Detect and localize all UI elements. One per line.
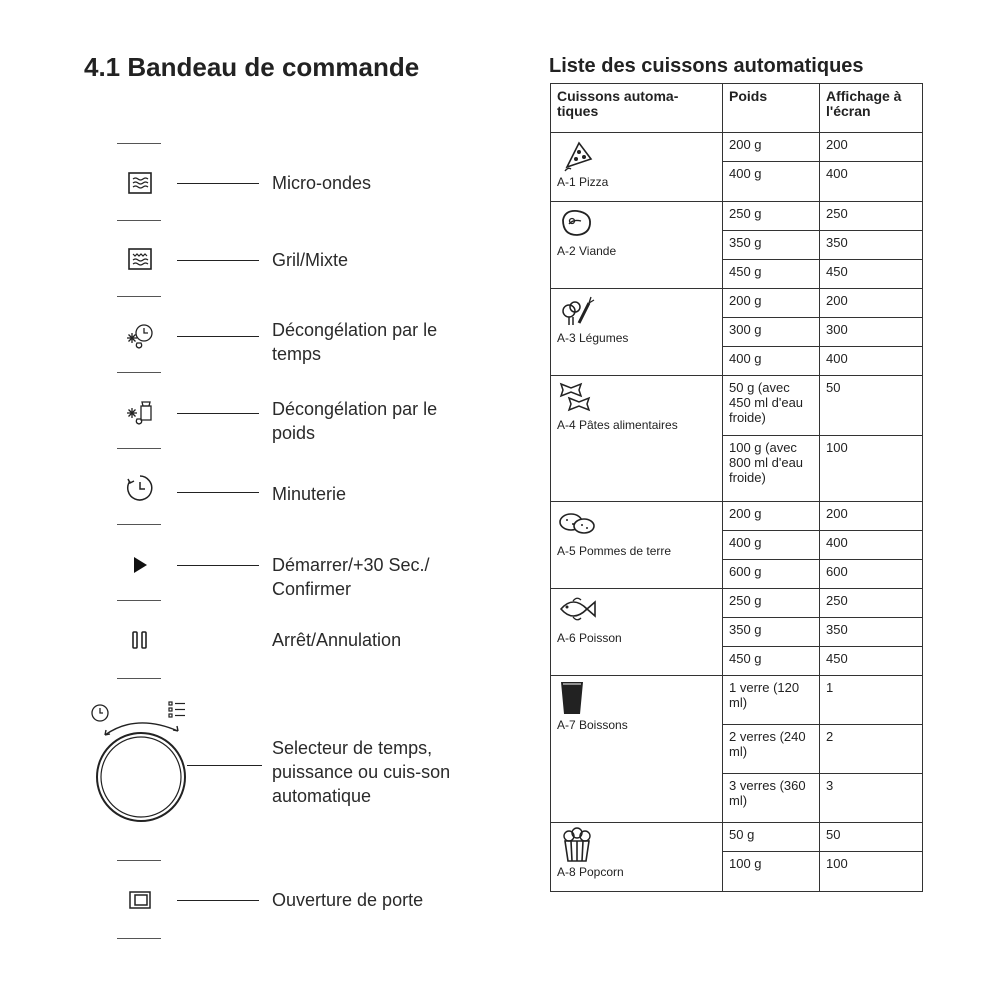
display-cell: 450 xyxy=(820,260,923,289)
automatic-cooking-table xyxy=(550,83,923,892)
divider xyxy=(117,220,161,221)
micro-ondes-button[interactable] xyxy=(110,163,170,203)
leader-line xyxy=(177,183,259,184)
table-row xyxy=(551,676,923,725)
display-cell: 250 xyxy=(820,589,923,618)
weight-cell: 1 verre (120 ml) xyxy=(723,676,820,725)
vegetables-icon xyxy=(557,293,597,329)
display-cell: 50 xyxy=(820,823,923,852)
timer-label: Minuterie xyxy=(272,484,347,504)
category-name: A-1 Pizza xyxy=(557,175,609,189)
selector-knob[interactable] xyxy=(88,693,288,843)
fish-icon xyxy=(557,593,597,629)
weight-cell: 50 g (avec 450 ml d'eau froide) xyxy=(723,376,820,436)
display-cell: 100 xyxy=(820,436,923,502)
clock-icon xyxy=(92,705,108,721)
weight-cell: 300 g xyxy=(723,318,820,347)
divider xyxy=(117,524,161,525)
divider xyxy=(117,372,161,373)
drink-glass-icon xyxy=(557,680,597,716)
pizza-icon xyxy=(557,137,597,173)
leader-line xyxy=(177,336,259,337)
microwave-waves-icon xyxy=(127,171,153,195)
potatoes-icon xyxy=(557,506,597,542)
table-header-row xyxy=(551,84,923,133)
leader-line xyxy=(177,900,259,901)
weight-cell: 200 g xyxy=(723,502,820,531)
stop-cancel-label: Arrêt/Annulation xyxy=(272,630,402,650)
display-cell: 400 xyxy=(820,347,923,376)
defrost-time-icon xyxy=(123,321,157,349)
micro-ondes-label: Micro-ondes xyxy=(272,173,372,193)
door-open-label: Ouverture de porte xyxy=(272,890,424,910)
category-boissons xyxy=(551,676,723,823)
display-cell: 400 xyxy=(820,531,923,560)
weight-cell: 250 g xyxy=(723,589,820,618)
pasta-icon xyxy=(557,380,597,416)
display-cell: 300 xyxy=(820,318,923,347)
defrost-time-button[interactable] xyxy=(110,315,170,355)
defrost-weight-icon xyxy=(123,398,157,426)
display-cell: 200 xyxy=(820,133,923,162)
category-name: A-7 Boissons xyxy=(557,718,628,732)
pause-icon xyxy=(130,630,150,650)
divider xyxy=(117,678,161,679)
divider xyxy=(117,448,161,449)
section-title: 4.1 Bandeau de commande xyxy=(84,52,420,82)
weight-cell: 450 g xyxy=(723,647,820,676)
category-name: A-4 Pâtes alimentaires xyxy=(557,418,678,432)
weight-cell: 400 g xyxy=(723,162,820,202)
weight-cell: 2 verres (240 ml) xyxy=(723,725,820,774)
door-open-button[interactable] xyxy=(110,880,170,920)
category-legumes xyxy=(551,289,723,376)
list-icon xyxy=(169,702,185,717)
leader-line xyxy=(177,413,259,414)
table-title: Liste des cuissons automatiques xyxy=(549,55,864,77)
display-cell: 400 xyxy=(820,162,923,202)
display-cell: 100 xyxy=(820,852,923,892)
table-row xyxy=(551,589,923,618)
display-cell: 200 xyxy=(820,289,923,318)
category-viande xyxy=(551,202,723,289)
divider xyxy=(117,296,161,297)
display-cell: 350 xyxy=(820,618,923,647)
weight-cell: 250 g xyxy=(723,202,820,231)
leader-line xyxy=(177,260,259,261)
weight-cell: 350 g xyxy=(723,231,820,260)
leader-line xyxy=(177,492,259,493)
category-name: A-5 Pommes de terre xyxy=(557,544,672,558)
weight-cell: 450 g xyxy=(723,260,820,289)
weight-cell: 100 g (avec 800 ml d'eau froide) xyxy=(723,436,820,502)
gril-mixte-label: Gril/Mixte xyxy=(272,250,348,270)
divider xyxy=(117,938,161,939)
weight-cell: 200 g xyxy=(723,289,820,318)
display-cell: 2 xyxy=(820,725,923,774)
category-name: A-3 Légumes xyxy=(557,331,629,345)
header-poids: Poids xyxy=(723,84,820,133)
table-row xyxy=(551,202,923,231)
popcorn-icon xyxy=(557,827,597,863)
display-cell: 350 xyxy=(820,231,923,260)
door-open-icon xyxy=(127,889,153,911)
divider xyxy=(117,600,161,601)
gril-mixte-button[interactable] xyxy=(110,239,170,279)
play-icon xyxy=(130,555,150,575)
header-affichage: Affichage à l'écran xyxy=(820,84,923,133)
category-name: A-8 Popcorn xyxy=(557,865,624,879)
defrost-weight-button[interactable] xyxy=(110,392,170,432)
category-name: A-6 Poisson xyxy=(557,631,622,645)
weight-cell: 100 g xyxy=(723,852,820,892)
divider xyxy=(117,860,161,861)
selector-label: Selecteur de temps, puissance ou cuis-son automatique xyxy=(272,738,451,806)
weight-cell: 350 g xyxy=(723,618,820,647)
display-cell: 50 xyxy=(820,376,923,436)
table-row xyxy=(551,376,923,436)
leader-line xyxy=(187,765,262,766)
start-label: Démarrer/+30 Sec./ Confirmer xyxy=(272,555,430,599)
table-row xyxy=(551,133,923,162)
display-cell: 450 xyxy=(820,647,923,676)
defrost-time-label: Décongélation par le temps xyxy=(272,320,438,364)
weight-cell: 600 g xyxy=(723,560,820,589)
display-cell: 3 xyxy=(820,774,923,823)
weight-cell: 400 g xyxy=(723,347,820,376)
table-row xyxy=(551,823,923,852)
display-cell: 200 xyxy=(820,502,923,531)
display-cell: 250 xyxy=(820,202,923,231)
table-row xyxy=(551,502,923,531)
weight-cell: 50 g xyxy=(723,823,820,852)
display-cell: 1 xyxy=(820,676,923,725)
start-button[interactable] xyxy=(110,545,170,585)
stop-cancel-button[interactable] xyxy=(110,620,170,660)
category-name: A-2 Viande xyxy=(557,244,617,258)
table-row xyxy=(551,289,923,318)
grill-combi-icon xyxy=(127,247,153,271)
timer-icon xyxy=(125,473,155,503)
header-cuissons: Cuissons automa-tiques xyxy=(551,84,723,133)
meat-icon xyxy=(557,206,597,242)
weight-cell: 3 verres (360 ml) xyxy=(723,774,820,823)
defrost-weight-label: Décongélation par le poids xyxy=(272,399,438,443)
category-pates xyxy=(551,376,723,502)
display-cell: 600 xyxy=(820,560,923,589)
category-poisson xyxy=(551,589,723,676)
category-pizza xyxy=(551,133,723,202)
leader-line xyxy=(177,565,259,566)
divider xyxy=(117,143,161,144)
category-popcorn xyxy=(551,823,723,892)
category-pommes-de-terre xyxy=(551,502,723,589)
weight-cell: 200 g xyxy=(723,133,820,162)
weight-cell: 400 g xyxy=(723,531,820,560)
timer-button[interactable] xyxy=(110,468,170,508)
